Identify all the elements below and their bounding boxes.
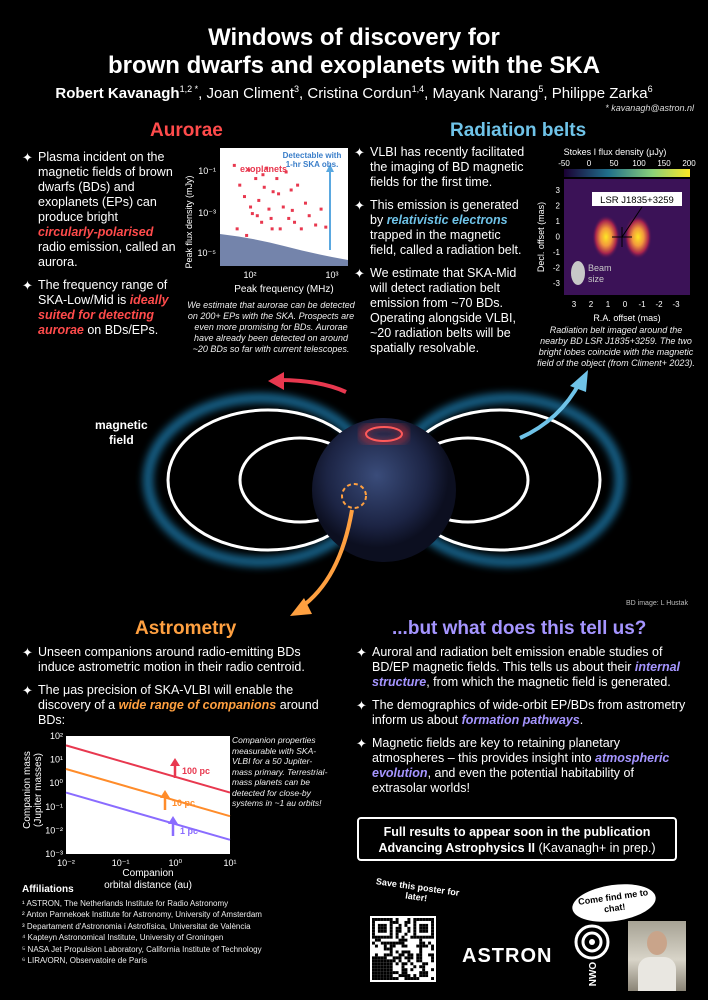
exoplanet-point <box>275 177 278 180</box>
astrometry-bullets: ✦ Unseen companions around radio-emitting BDs induce astrometric motion in their radio centroid. ✦ The μas precision of SKA-VLBI will enable the discovery of a wide range of companions around BDs: <box>22 645 319 727</box>
aurora-xlabel: Peak frequency (MHz) <box>234 284 334 295</box>
radiation-arrowhead <box>570 370 588 392</box>
colorbar-tick: 0 <box>586 159 592 168</box>
xtick-2: 10³ <box>325 270 339 280</box>
colorbar <box>564 169 690 177</box>
exoplanet-point <box>263 186 266 189</box>
companion-xlabel-2: orbital distance (au) <box>104 880 192 891</box>
affiliation-5: ⁵ NASA Jet Propulsion Laboratory, California Institute of Technology <box>22 944 262 954</box>
exoplanet-point <box>243 195 246 198</box>
map-xtick: 0 <box>622 300 628 309</box>
colorbar-tick: 150 <box>657 159 671 168</box>
companion-ytick: 10⁻³ <box>45 849 63 859</box>
companion-ytick: 10⁰ <box>49 778 63 789</box>
svg-text:NWO: NWO <box>588 961 599 987</box>
central-illustration <box>140 360 680 620</box>
exoplanet-point <box>279 227 282 230</box>
xtick-1: 10² <box>243 270 257 280</box>
exoplanet-point <box>320 208 323 211</box>
map-ytick: -3 <box>552 279 560 288</box>
aurorae-arrow <box>278 380 346 392</box>
map-xtick: -2 <box>655 300 663 309</box>
tell-bullets: ✦ Auroral and radiation belt emission enable studies of BD/EP magnetic fields. This tells us about their internal structure, from which the magnetic field is generated. ✦ The demographics of wide-orbit EP/BDs from astrometry inform us about formation pathways. ✦ Magnetic fields are key to retaining planetary atmospheres – this provides insight into atmospheric evolution, and even the potential habitability of extrasolar worlds! <box>356 645 686 795</box>
qr-code[interactable] <box>370 916 436 982</box>
exoplanet-point <box>267 208 270 211</box>
map-xtick: -1 <box>638 300 646 309</box>
exoplanet-point <box>324 226 327 229</box>
map-ytick: -1 <box>552 248 560 257</box>
colorbar-tick: 50 <box>609 159 619 168</box>
nwo-logo <box>572 922 612 986</box>
radiation-map <box>530 145 700 325</box>
affiliation-6: ⁶ LIRA/ORN, Observatoire de Paris <box>22 956 148 965</box>
companion-ytick: 10⁻² <box>45 825 63 836</box>
exoplanets-label: exoplanets <box>240 164 288 174</box>
companion-ylabel-2: (Jupiter masses) <box>33 753 44 827</box>
exoplanet-point <box>256 214 259 217</box>
radiation-heading: Radiation belts <box>450 120 587 141</box>
astrometry-note: Companion properties measurable with SKA-VLBI for a 50 Jupiter-mass primary. Terrestrial-mass planets can be detected for close-by systems in ~1 au orbits! <box>232 735 328 808</box>
companion-xlabel-1: Companion <box>122 868 174 879</box>
map-xtick: 3 <box>571 300 577 309</box>
exoplanet-point <box>245 234 248 237</box>
contact-email[interactable]: * kavanagh@astron.nl <box>605 103 694 113</box>
beam-label: Beam <box>588 263 612 273</box>
companion-plot-area <box>66 736 230 854</box>
lead-author: Robert Kavanagh <box>55 85 180 102</box>
tell-heading: ...but what does this tell us? <box>392 618 647 639</box>
companion-xtick: 10⁰ <box>168 858 183 868</box>
image-credit: BD image: L Hustak <box>626 600 688 607</box>
label-1pc: 1 pc <box>180 826 199 836</box>
ytick-2: 10⁻³ <box>198 208 216 218</box>
label-100pc: 100 pc <box>182 766 211 776</box>
companion-chart <box>20 730 235 890</box>
affiliation-2: ² Anton Pannekoek Institute for Astronomy, University of Amsterdam <box>22 910 262 919</box>
exoplanet-point <box>277 192 280 195</box>
exoplanet-point <box>290 188 293 191</box>
companion-ytick: 10⁻¹ <box>45 801 63 812</box>
aurorae-heading: Aurorae <box>150 120 223 141</box>
map-xtick: -3 <box>672 300 680 309</box>
companion-ylabel-1: Companion mass <box>22 751 33 829</box>
save-poster-note: Save this poster for later! <box>375 876 460 904</box>
exoplanet-point <box>254 177 257 180</box>
exoplanet-point <box>236 227 239 230</box>
map-ytick: 1 <box>555 217 560 226</box>
aurorae-bullets: ✦ Plasma incident on the magnetic fields of brown dwarfs (BDs) and exoplanets (EPs) can produce bright circularly-polarised radio emission, called an aurora. ✦ The frequency range of SKA-Low/Mid is ideally suited for detecting aurorae on BDs/EPs. <box>22 150 176 337</box>
aurorae-arrowhead <box>268 372 284 390</box>
exoplanet-point <box>300 227 303 230</box>
exoplanet-point <box>293 221 296 224</box>
map-ytick: 0 <box>555 232 560 242</box>
exoplanet-point <box>308 214 311 217</box>
label-10pc: 10 pc <box>172 798 196 808</box>
detectable-note-1: Detectable with <box>282 151 342 160</box>
map-ylabel: Decl. offset (mas) <box>536 201 546 273</box>
brown-dwarf <box>312 418 456 562</box>
ytick-3: 10⁻⁵ <box>197 248 216 258</box>
companion-xtick: 10¹ <box>223 858 237 868</box>
exoplanet-point <box>238 184 241 187</box>
author-list: Robert Kavanagh$^{1,2 *}$, Joan Climent$^3$, Cristina Cordun$^{1,4}$, Mayank Narang$^5$, Philippe Zarka$^6$ <box>55 84 653 102</box>
exoplanet-point <box>260 221 263 224</box>
photo-face <box>647 931 667 955</box>
companion-ytick: 10¹ <box>49 754 63 765</box>
map-xtick: 2 <box>588 300 594 309</box>
exoplanet-point <box>270 217 273 220</box>
map-ytick: -2 <box>552 263 560 273</box>
beam-ellipse <box>571 261 585 285</box>
photo-body <box>638 957 676 991</box>
exoplanet-point <box>233 164 236 167</box>
companion-xtick: 10⁻² <box>57 858 75 868</box>
map-xtick: 1 <box>605 300 611 309</box>
exoplanet-point <box>251 212 254 215</box>
colorbar-tick: 100 <box>632 159 646 168</box>
detectable-note-2: 1-hr SKA obs. <box>285 160 339 169</box>
publication-box: Full results to appear soon in the publication Advancing Astrophysics II (Kavanagh+ in prep.) <box>357 817 677 861</box>
aurora-ylabel: Peak flux density (mJy) <box>184 175 194 269</box>
aurora-flux-chart <box>184 142 354 297</box>
colorbar-tick: -50 <box>558 159 570 168</box>
astron-logo: ASTRON <box>462 945 553 967</box>
exoplanet-point <box>296 184 299 187</box>
exoplanet-point <box>249 206 252 209</box>
exoplanet-point <box>272 190 275 193</box>
beam-label-2: size <box>588 274 605 284</box>
companion-ytick: 10² <box>49 731 63 741</box>
map-object-label: LSR J1835+3259 <box>600 195 674 206</box>
astrometry-heading: Astrometry <box>135 618 237 639</box>
exoplanet-point <box>257 199 260 202</box>
magnetic-field-label: magnetic field <box>95 418 148 447</box>
poster-title: Windows of discovery for brown dwarfs and exoplanets with the SKA <box>107 24 601 79</box>
exoplanet-point <box>291 209 294 212</box>
affiliation-3: ³ Departament d'Astronomia i Astrofísica, Universitat de València <box>22 921 251 931</box>
companion-xtick: 10⁻¹ <box>111 858 130 868</box>
exoplanet-point <box>304 202 307 205</box>
aurorae-caption: We estimate that aurorae can be detected on 200+ EPs with the SKA. Prospects are even more promising for BDs. Aurorae have already been detected on around ~20 BDs so far with current telescopes. <box>187 300 355 354</box>
ytick-1: 10⁻¹ <box>198 166 216 176</box>
radiation-caption: Radiation belt imaged around the nearby BD LSR J1835+3259. The two bright lobes coincide with the magnetic field of the object (from Climent+ 2023). <box>537 325 695 368</box>
affiliations: Affiliations ¹ ASTRON, The Netherlands Institute for Radio Astronomy ² Anton Pannekoek Institute for Astronomy, University of Amsterdam ³ Departament d'Astronomia i Astrofísica, Universitat de València ⁴ Kapteyn Astronomical Institute, University of Groningen ⁵ NASA Jet Propulsion Laboratory, California Institute of Technology ⁶ LIRA/ORN, Observatoire de Paris <box>22 884 262 965</box>
map-title: Stokes I flux density (μJy) <box>563 147 667 157</box>
map-ytick: 3 <box>555 186 560 195</box>
radiation-bullets: ✦ VLBI has recently facilitated the imaging of BD magnetic fields for the first time. ✦ This emission is generated by relativistic electrons trapped in the magnetic field, called a radiation belt. ✦ We estimate that SKA-Mid will detect radiation belt emission from ~70 BDs. Operating alongside VLBI, ~20 radiation belts will be spatially resolvable. <box>354 145 525 355</box>
chat-bubble: Come find me to chat! <box>570 879 658 926</box>
exoplanet-point <box>314 224 317 227</box>
exoplanet-point <box>282 206 285 209</box>
map-ytick: 2 <box>555 201 560 211</box>
exoplanet-point <box>271 227 274 230</box>
affiliation-1: ¹ ASTRON, The Netherlands Institute for Radio Astronomy <box>22 898 229 908</box>
map-xlabel: R.A. offset (mas) <box>593 313 661 323</box>
exoplanet-point <box>287 217 290 220</box>
colorbar-tick: 200 <box>682 159 696 168</box>
author-photo <box>628 921 686 991</box>
affiliation-4: ⁴ Kapteyn Astronomical Institute, University of Groningen <box>22 933 224 942</box>
